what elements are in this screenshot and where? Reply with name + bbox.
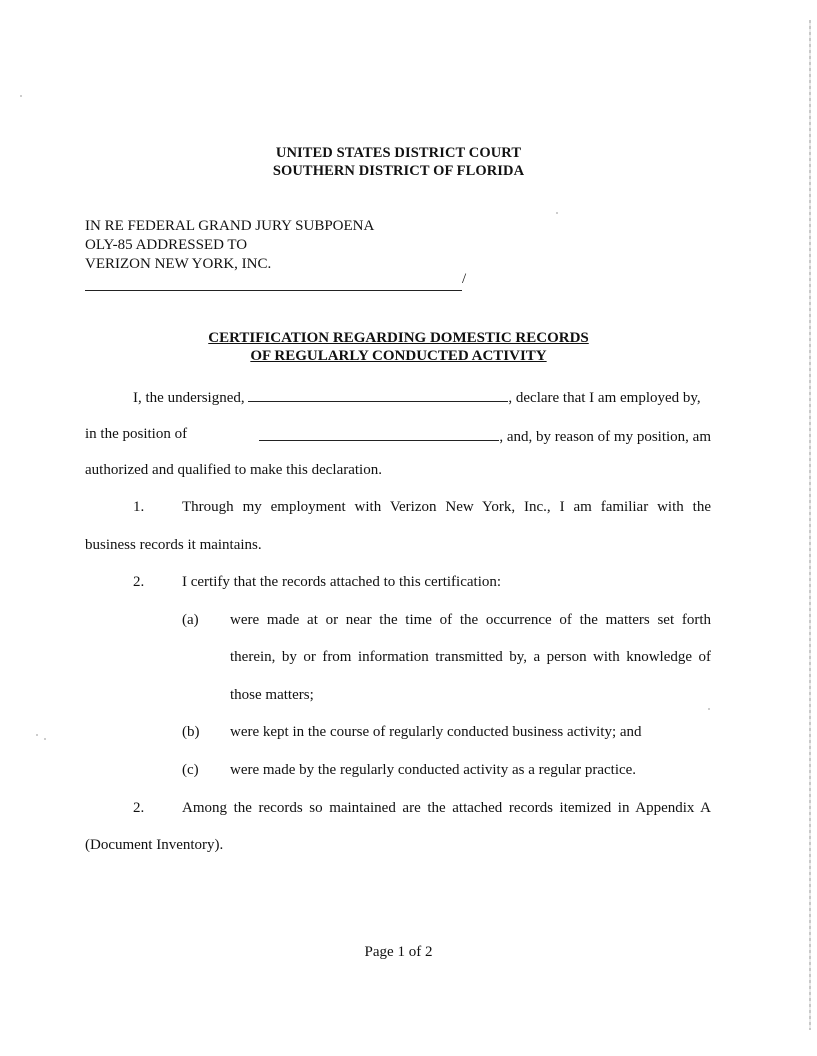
scan-speck — [44, 738, 46, 740]
sub-c-text: were made by the regularly conducted activity as a regular practice. — [230, 762, 637, 778]
sub-c-label: (c) — [182, 762, 199, 778]
certification-title-line-2: OF REGULARLY CONDUCTED ACTIVITY — [250, 348, 547, 364]
intro-prefix: I, the undersigned, — [133, 390, 245, 406]
sub-b-text: were kept in the course of regularly conducted business activity; and — [230, 724, 642, 740]
item-2-text: I certify that the records attached to this certification: — [182, 574, 502, 590]
name-blank — [248, 387, 508, 402]
scan-speck — [36, 734, 38, 736]
sub-a-label: (a) — [182, 612, 199, 628]
item-1-number: 1. — [133, 499, 145, 515]
item-2-number: 2. — [133, 574, 145, 590]
sub-a-line-1: were made at or near the time of the occurrence of the matters set forth — [230, 612, 711, 628]
position-blank — [259, 426, 499, 441]
sub-b-label: (b) — [182, 724, 200, 740]
intro-line2-suffix: , and, by reason of my position, am — [499, 429, 711, 445]
intro-line-1 — [133, 387, 701, 407]
item-3-number: 2. — [133, 800, 145, 816]
item-3-line-2: (Document Inventory). — [85, 837, 224, 853]
caption-line-3: VERIZON NEW YORK, INC. — [85, 256, 272, 272]
sub-a-line-2: therein, by or from information transmitted by, a person with knowledge of — [230, 649, 711, 665]
scan-speck — [20, 95, 22, 97]
caption-line-1: IN RE FEDERAL GRAND JURY SUBPOENA — [85, 218, 375, 234]
caption-rule — [85, 290, 462, 291]
certification-title-line-1: CERTIFICATION REGARDING DOMESTIC RECORDS — [208, 330, 589, 346]
intro-middle: , declare that I am employed by, — [508, 390, 701, 406]
item-1-line-1: Through my employment with Verizon New York, Inc., I am familiar with the — [182, 499, 711, 515]
court-name: UNITED STATES DISTRICT COURT — [275, 145, 522, 161]
scan-speck — [708, 708, 710, 710]
sub-a-line-3: those matters; — [230, 687, 314, 703]
scan-speck — [556, 212, 558, 214]
item-1-line-2: business records it maintains. — [85, 537, 262, 553]
page-number: Page 1 of 2 — [364, 944, 433, 960]
scan-edge-shadow — [809, 20, 811, 1030]
caption-slash: / — [462, 271, 467, 287]
caption-line-2: OLY-85 ADDRESSED TO — [85, 237, 248, 253]
item-3-line-1: Among the records so maintained are the attached records itemized in Appendix A — [182, 800, 711, 816]
intro-line-2 — [85, 426, 711, 446]
intro-line-3: authorized and qualified to make this declaration. — [85, 462, 382, 478]
court-district: SOUTHERN DISTRICT OF FLORIDA — [272, 163, 525, 179]
intro-line2-prefix: in the position of — [85, 426, 188, 442]
